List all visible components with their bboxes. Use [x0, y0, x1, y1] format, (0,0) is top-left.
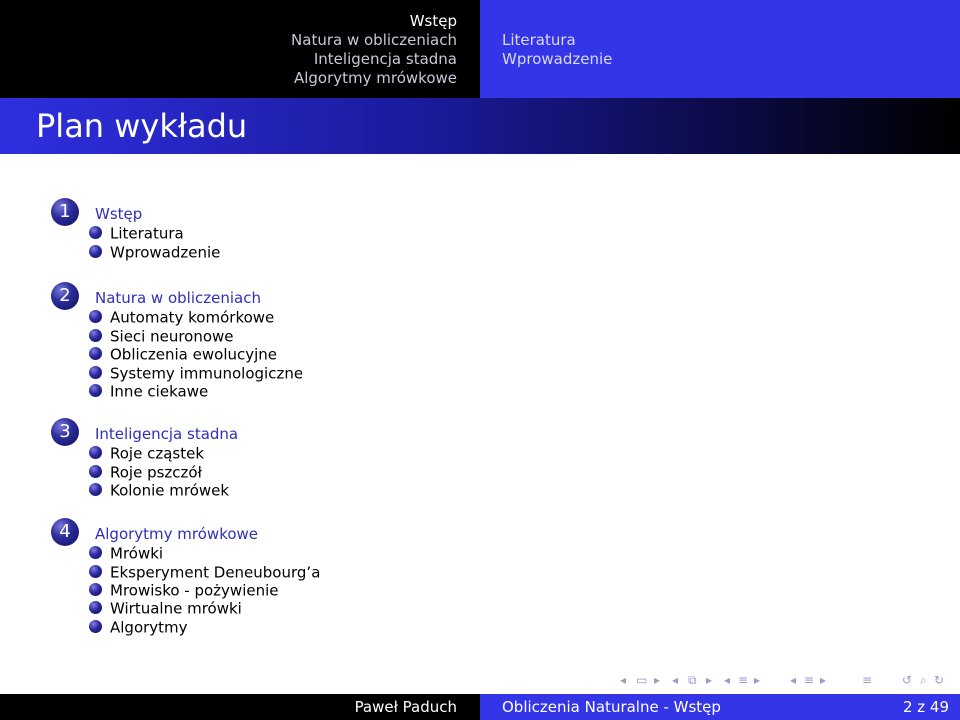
section-number-badge: 3	[51, 418, 79, 446]
toc-subsection-label: Wprowadzenie	[110, 243, 221, 262]
toc-subsection-item[interactable]	[89, 480, 229, 498]
nav-prev-section-icon[interactable]: ◂	[724, 673, 731, 687]
nav-section-algorytmy[interactable]: Algorytmy mrówkowe	[293, 69, 457, 87]
toc-subsection-label: Obliczenia ewolucyjne	[110, 345, 278, 364]
footer-author-panel	[0, 694, 480, 720]
frame-title: Plan wykładu	[36, 107, 248, 145]
nav-subsection-icon[interactable]: ⧉	[688, 673, 697, 687]
toc-section-title[interactable]: Natura w obliczeniach	[95, 289, 261, 307]
toc-subsection-label: Roje cząstek	[110, 444, 205, 463]
header-sections-panel	[0, 0, 480, 98]
bullet-icon	[89, 245, 102, 258]
footer-author: Paweł Paduch	[354, 698, 457, 716]
nav-next-section-icon[interactable]: ▸	[754, 673, 761, 687]
bullet-icon	[89, 601, 102, 614]
nav-next-frame-icon[interactable]: ▸	[654, 673, 661, 687]
section-nav-list	[291, 12, 457, 88]
nav-doc-icon[interactable]: ≡	[804, 673, 815, 687]
toc-section-title[interactable]: Inteligencja stadna	[95, 425, 239, 443]
bullet-icon	[89, 546, 102, 559]
toc-subsection-item[interactable]	[89, 580, 279, 598]
toc-subsection-label: Mrowisko - pożywienie	[110, 581, 279, 600]
bullet-icon	[89, 366, 102, 379]
nav-section-inteligencja[interactable]: Inteligencja stadna	[313, 50, 457, 68]
section-number-badge: 2	[51, 282, 79, 310]
toc-subsection-label: Roje pszczół	[110, 463, 202, 482]
toc-subsection-item[interactable]	[89, 543, 163, 561]
toc-subsection-item[interactable]	[89, 344, 277, 362]
toc-subsection-label: Sieci neuronowe	[110, 327, 234, 346]
nav-section-wstep[interactable]: Wstęp	[409, 12, 457, 30]
bullet-icon	[89, 384, 102, 397]
subsection-nav-list	[502, 31, 612, 69]
bullet-icon	[89, 329, 102, 342]
frame-title-bar	[0, 98, 960, 154]
toc-subsection-item[interactable]	[89, 598, 242, 616]
bullet-icon	[89, 565, 102, 578]
bullet-icon	[89, 483, 102, 496]
footer-page-number: 2 z 49	[902, 698, 949, 716]
bullet-icon	[89, 310, 102, 323]
nav-prev-frame-icon[interactable]: ◂	[620, 673, 627, 687]
nav-prev-doc-icon[interactable]: ◂	[790, 673, 797, 687]
toc-subsection-item[interactable]	[89, 326, 234, 344]
nav-next-doc-icon[interactable]: ▸	[820, 673, 827, 687]
toc-subsection-item[interactable]	[89, 617, 188, 635]
section-number-badge: 1	[51, 198, 79, 226]
nav-next-subsection-icon[interactable]: ▸	[706, 673, 713, 687]
nav-prev-subsection-icon[interactable]: ◂	[672, 673, 679, 687]
nav-subsection-wprowadzenie[interactable]: Wprowadzenie	[502, 50, 613, 68]
toc-subsection-item[interactable]	[89, 562, 320, 580]
toc-subsection-label: Automaty komórkowe	[110, 308, 275, 327]
toc-subsection-label: Algorytmy	[110, 618, 188, 637]
nav-section-icon[interactable]: ≡	[738, 673, 749, 687]
nav-forward-icon[interactable]: ↻	[934, 673, 945, 687]
toc-subsection-item[interactable]	[89, 307, 274, 325]
toc-subsection-item[interactable]	[89, 381, 208, 399]
toc-subsection-label: Systemy immunologiczne	[110, 364, 304, 383]
toc-section-title[interactable]: Wstęp	[95, 205, 143, 223]
navigation-symbols	[620, 672, 960, 688]
bullet-icon	[89, 620, 102, 633]
nav-frame-icon[interactable]: ▭	[636, 673, 648, 687]
section-number-badge: 4	[51, 518, 79, 546]
nav-search-icon[interactable]: ⌕	[920, 673, 927, 687]
toc-subsection-item[interactable]	[89, 462, 202, 480]
bullet-icon	[89, 347, 102, 360]
toc-subsection-item[interactable]	[89, 223, 184, 241]
nav-appendix-icon[interactable]: ≡	[862, 673, 873, 687]
toc-subsection-item[interactable]	[89, 242, 220, 260]
toc-subsection-label: Inne ciekawe	[110, 382, 209, 401]
toc-subsection-label: Eksperyment Deneubourg’a	[110, 563, 321, 582]
bullet-icon	[89, 226, 102, 239]
bullet-icon	[89, 465, 102, 478]
toc-subsection-label: Literatura	[110, 224, 184, 243]
footer-title-panel	[480, 694, 960, 720]
nav-section-natura[interactable]: Natura w obliczeniach	[291, 31, 457, 49]
bullet-icon	[89, 446, 102, 459]
header-subsections-panel	[480, 0, 960, 98]
nav-back-icon[interactable]: ↺	[902, 673, 913, 687]
toc-subsection-label: Mrówki	[110, 544, 164, 563]
toc-section-title[interactable]: Algorytmy mrówkowe	[95, 525, 259, 543]
toc-subsection-label: Kolonie mrówek	[110, 481, 230, 500]
toc-subsection-item[interactable]	[89, 443, 204, 461]
toc-subsection-item[interactable]	[89, 363, 303, 381]
bullet-icon	[89, 583, 102, 596]
footer-talk-title: Obliczenia Naturalne - Wstęp	[502, 698, 721, 716]
toc-subsection-label: Wirtualne mrówki	[110, 599, 242, 618]
nav-subsection-literatura[interactable]: Literatura	[502, 31, 576, 49]
